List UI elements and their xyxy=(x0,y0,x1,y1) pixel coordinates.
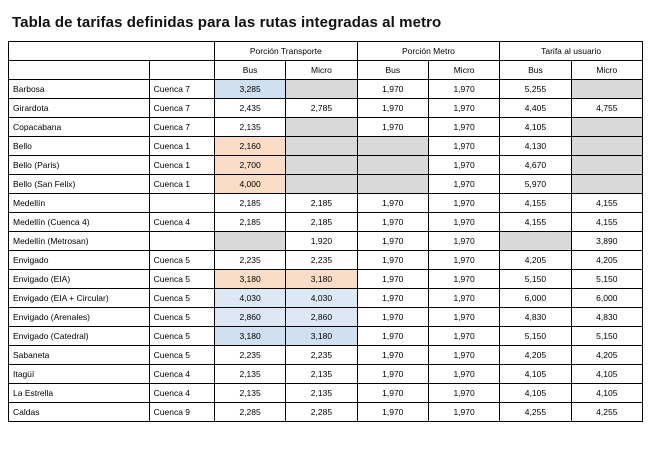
table-row xyxy=(9,80,643,99)
cell-ruta: Girardota xyxy=(9,99,150,118)
table-row xyxy=(9,327,643,346)
cell-transporte-micro: 3,180 xyxy=(286,327,357,346)
cell-cuenca: Cuenca 1 xyxy=(149,175,214,194)
fares-table xyxy=(8,41,643,422)
cell-transporte-micro: 2,135 xyxy=(286,365,357,384)
cell-metro-bus: 1,970 xyxy=(357,403,428,422)
cell-transporte-bus xyxy=(214,232,285,251)
table-row xyxy=(9,403,643,422)
cell-transporte-micro: 4,030 xyxy=(286,289,357,308)
sub-header-row xyxy=(9,61,643,80)
cell-metro-bus: 1,970 xyxy=(357,270,428,289)
cell-metro-bus: 1,970 xyxy=(357,118,428,137)
cell-metro-micro: 1,970 xyxy=(428,365,499,384)
cell-cuenca: Cuenca 5 xyxy=(149,289,214,308)
cell-metro-micro: 1,970 xyxy=(428,232,499,251)
sub-header-transporte-micro: Micro xyxy=(286,61,357,80)
cell-transporte-micro: 2,185 xyxy=(286,213,357,232)
cell-transporte-bus: 2,700 xyxy=(214,156,285,175)
cell-transporte-micro: 3,180 xyxy=(286,270,357,289)
cell-cuenca: Cuenca 5 xyxy=(149,308,214,327)
table-row xyxy=(9,251,643,270)
cell-metro-micro: 1,970 xyxy=(428,403,499,422)
cell-cuenca: Cuenca 5 xyxy=(149,327,214,346)
page-title: Tabla de tarifas definidas para las rutas integradas al metro xyxy=(12,14,442,31)
cell-transporte-bus: 2,160 xyxy=(214,137,285,156)
cell-transporte-bus: 2,285 xyxy=(214,403,285,422)
cell-metro-micro: 1,970 xyxy=(428,80,499,99)
cell-usuario-micro: 4,155 xyxy=(571,213,642,232)
cell-ruta: Envigado (EIA + Circular) xyxy=(9,289,150,308)
cell-metro-micro: 1,970 xyxy=(428,175,499,194)
table-row xyxy=(9,270,643,289)
table-row xyxy=(9,137,643,156)
sub-header-transporte-bus: Bus xyxy=(214,61,285,80)
cell-ruta: Bello xyxy=(9,137,150,156)
cell-usuario-bus: 4,405 xyxy=(500,99,571,118)
table-row xyxy=(9,213,643,232)
cell-transporte-micro: 2,135 xyxy=(286,384,357,403)
cell-usuario-micro xyxy=(571,137,642,156)
cell-ruta: Envigado xyxy=(9,251,150,270)
cell-transporte-micro: 2,285 xyxy=(286,403,357,422)
cell-metro-micro: 1,970 xyxy=(428,99,499,118)
group-header-porcion-metro: Porción Metro xyxy=(357,42,500,61)
cell-transporte-micro: 2,235 xyxy=(286,346,357,365)
cell-transporte-micro: 2,785 xyxy=(286,99,357,118)
table-row xyxy=(9,194,643,213)
cell-transporte-micro xyxy=(286,156,357,175)
cell-metro-bus: 1,970 xyxy=(357,384,428,403)
cell-transporte-bus: 2,435 xyxy=(214,99,285,118)
cell-metro-micro: 1,970 xyxy=(428,289,499,308)
cell-usuario-micro: 5,150 xyxy=(571,327,642,346)
cell-cuenca xyxy=(149,232,214,251)
cell-transporte-micro: 2,235 xyxy=(286,251,357,270)
cell-usuario-micro: 4,255 xyxy=(571,403,642,422)
group-header-tarifa-usuario: Tarifa al usuario xyxy=(500,42,643,61)
cell-usuario-micro xyxy=(571,175,642,194)
cell-usuario-bus: 5,150 xyxy=(500,270,571,289)
group-header-porcion-transporte: Porción Transporte xyxy=(214,42,357,61)
cell-usuario-micro: 6,000 xyxy=(571,289,642,308)
cell-usuario-micro: 4,205 xyxy=(571,251,642,270)
cell-metro-micro: 1,970 xyxy=(428,251,499,270)
cell-usuario-bus: 4,105 xyxy=(500,384,571,403)
cell-metro-micro: 1,970 xyxy=(428,156,499,175)
cell-usuario-micro: 4,205 xyxy=(571,346,642,365)
sub-header-ruta xyxy=(9,61,150,80)
cell-cuenca: Cuenca 4 xyxy=(149,384,214,403)
cell-metro-bus: 1,970 xyxy=(357,80,428,99)
cell-transporte-bus: 3,180 xyxy=(214,270,285,289)
sub-header-usuario-micro: Micro xyxy=(571,61,642,80)
sub-header-metro-bus: Bus xyxy=(357,61,428,80)
cell-transporte-micro xyxy=(286,137,357,156)
cell-transporte-bus: 2,185 xyxy=(214,213,285,232)
cell-cuenca xyxy=(149,194,214,213)
cell-usuario-bus: 4,105 xyxy=(500,118,571,137)
table-row xyxy=(9,118,643,137)
table-row xyxy=(9,346,643,365)
cell-transporte-bus: 4,030 xyxy=(214,289,285,308)
cell-usuario-bus: 5,150 xyxy=(500,327,571,346)
cell-metro-bus xyxy=(357,156,428,175)
cell-usuario-micro: 3,890 xyxy=(571,232,642,251)
cell-metro-bus xyxy=(357,137,428,156)
table-row xyxy=(9,99,643,118)
sub-header-metro-micro: Micro xyxy=(428,61,499,80)
cell-cuenca: Cuenca 4 xyxy=(149,365,214,384)
group-header-row xyxy=(9,42,643,61)
cell-metro-bus: 1,970 xyxy=(357,213,428,232)
cell-transporte-bus: 2,185 xyxy=(214,194,285,213)
cell-usuario-micro: 4,755 xyxy=(571,99,642,118)
cell-usuario-micro xyxy=(571,80,642,99)
cell-usuario-micro: 4,830 xyxy=(571,308,642,327)
cell-usuario-bus: 4,130 xyxy=(500,137,571,156)
cell-ruta: Itagüí xyxy=(9,365,150,384)
cell-ruta: Barbosa xyxy=(9,80,150,99)
table-row xyxy=(9,289,643,308)
cell-metro-micro: 1,970 xyxy=(428,213,499,232)
cell-ruta: Medellín xyxy=(9,194,150,213)
cell-ruta: Envigado (Catedral) xyxy=(9,327,150,346)
group-header-empty xyxy=(9,42,215,61)
table-header xyxy=(9,42,643,80)
cell-usuario-bus: 4,155 xyxy=(500,213,571,232)
cell-usuario-bus xyxy=(500,232,571,251)
cell-usuario-bus: 6,000 xyxy=(500,289,571,308)
table-row xyxy=(9,156,643,175)
cell-cuenca: Cuenca 7 xyxy=(149,118,214,137)
cell-usuario-bus: 4,155 xyxy=(500,194,571,213)
cell-cuenca: Cuenca 4 xyxy=(149,213,214,232)
cell-cuenca: Cuenca 5 xyxy=(149,251,214,270)
cell-ruta: Envigado (EIA) xyxy=(9,270,150,289)
cell-transporte-micro: 2,860 xyxy=(286,308,357,327)
cell-cuenca: Cuenca 5 xyxy=(149,270,214,289)
cell-metro-micro: 1,970 xyxy=(428,308,499,327)
cell-usuario-bus: 4,670 xyxy=(500,156,571,175)
cell-ruta: Caldas xyxy=(9,403,150,422)
cell-cuenca: Cuenca 9 xyxy=(149,403,214,422)
cell-metro-bus: 1,970 xyxy=(357,194,428,213)
cell-usuario-micro: 5,150 xyxy=(571,270,642,289)
cell-transporte-micro xyxy=(286,80,357,99)
cell-transporte-micro xyxy=(286,118,357,137)
cell-cuenca: Cuenca 7 xyxy=(149,99,214,118)
cell-usuario-bus: 5,255 xyxy=(500,80,571,99)
cell-usuario-bus: 4,205 xyxy=(500,346,571,365)
cell-transporte-bus: 2,235 xyxy=(214,346,285,365)
cell-metro-micro: 1,970 xyxy=(428,346,499,365)
cell-metro-micro: 1,970 xyxy=(428,118,499,137)
table-row xyxy=(9,365,643,384)
cell-metro-micro: 1,970 xyxy=(428,194,499,213)
cell-ruta: Envigado (Arenales) xyxy=(9,308,150,327)
cell-transporte-bus: 3,285 xyxy=(214,80,285,99)
cell-usuario-bus: 4,105 xyxy=(500,365,571,384)
cell-cuenca: Cuenca 1 xyxy=(149,137,214,156)
cell-metro-bus: 1,970 xyxy=(357,365,428,384)
cell-transporte-bus: 2,135 xyxy=(214,118,285,137)
cell-metro-bus xyxy=(357,175,428,194)
table-row xyxy=(9,232,643,251)
cell-ruta: La Estrella xyxy=(9,384,150,403)
table-row xyxy=(9,175,643,194)
cell-usuario-bus: 5,970 xyxy=(500,175,571,194)
cell-metro-micro: 1,970 xyxy=(428,137,499,156)
cell-metro-bus: 1,970 xyxy=(357,99,428,118)
cell-metro-micro: 1,970 xyxy=(428,270,499,289)
cell-cuenca: Cuenca 5 xyxy=(149,346,214,365)
cell-transporte-micro: 1,920 xyxy=(286,232,357,251)
cell-transporte-bus: 2,135 xyxy=(214,365,285,384)
cell-metro-bus: 1,970 xyxy=(357,346,428,365)
table-row xyxy=(9,308,643,327)
cell-ruta: Sabaneta xyxy=(9,346,150,365)
cell-transporte-bus: 3,180 xyxy=(214,327,285,346)
cell-ruta: Medellín (Cuenca 4) xyxy=(9,213,150,232)
cell-usuario-micro: 4,105 xyxy=(571,384,642,403)
cell-metro-bus: 1,970 xyxy=(357,327,428,346)
cell-ruta: Medellín (Metrosan) xyxy=(9,232,150,251)
cell-usuario-micro xyxy=(571,156,642,175)
table-body xyxy=(9,80,643,422)
cell-metro-bus: 1,970 xyxy=(357,308,428,327)
cell-transporte-bus: 4,000 xyxy=(214,175,285,194)
cell-metro-bus: 1,970 xyxy=(357,232,428,251)
cell-usuario-micro: 4,105 xyxy=(571,365,642,384)
sub-header-usuario-bus: Bus xyxy=(500,61,571,80)
cell-transporte-bus: 2,135 xyxy=(214,384,285,403)
cell-metro-micro: 1,970 xyxy=(428,327,499,346)
cell-ruta: Bello (Paris) xyxy=(9,156,150,175)
cell-transporte-bus: 2,235 xyxy=(214,251,285,270)
cell-usuario-micro xyxy=(571,118,642,137)
cell-ruta: Copacabana xyxy=(9,118,150,137)
cell-usuario-bus: 4,255 xyxy=(500,403,571,422)
cell-usuario-bus: 4,205 xyxy=(500,251,571,270)
cell-transporte-bus: 2,860 xyxy=(214,308,285,327)
cell-transporte-micro: 2,185 xyxy=(286,194,357,213)
table-row xyxy=(9,384,643,403)
cell-transporte-micro xyxy=(286,175,357,194)
cell-usuario-micro: 4,155 xyxy=(571,194,642,213)
cell-usuario-bus: 4,830 xyxy=(500,308,571,327)
cell-metro-micro: 1,970 xyxy=(428,384,499,403)
cell-cuenca: Cuenca 7 xyxy=(149,80,214,99)
cell-metro-bus: 1,970 xyxy=(357,251,428,270)
cell-ruta: Bello (San Felix) xyxy=(9,175,150,194)
cell-metro-bus: 1,970 xyxy=(357,289,428,308)
sub-header-cuenca xyxy=(149,61,214,80)
cell-cuenca: Cuenca 1 xyxy=(149,156,214,175)
